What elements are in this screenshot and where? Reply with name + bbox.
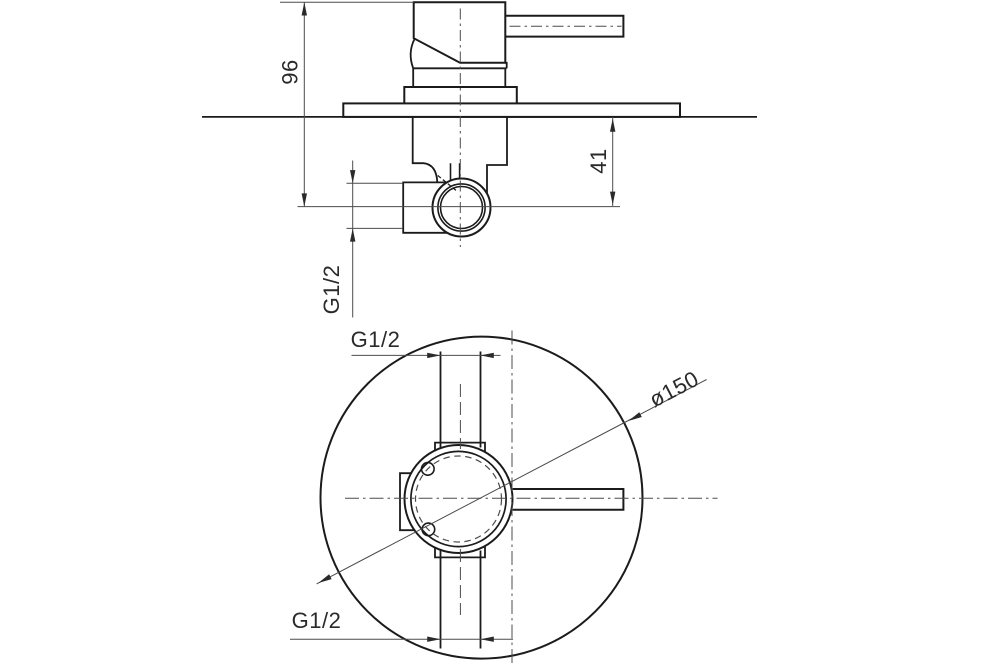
bolt-circle-dashed <box>416 456 502 542</box>
mixer-head-outline <box>414 2 506 63</box>
valve-ring-outer <box>405 445 513 553</box>
dim-g12-side-label: G1/2 <box>319 264 344 315</box>
dim-g12-top-arrow-left <box>427 353 440 358</box>
dim-150-label: ø150 <box>645 365 703 413</box>
dim-g12-top <box>351 327 501 358</box>
wall-plate-side <box>343 103 680 117</box>
dim-96-arrow-bottom <box>302 193 307 206</box>
side-view <box>202 2 757 236</box>
dim-41-arrow-top <box>610 119 615 132</box>
dim-150-arrow-upper <box>629 412 642 421</box>
outlet-circle-inner <box>441 187 483 229</box>
dim-96-label: 96 <box>277 59 303 85</box>
dim-g12-side-arrow-bottom <box>350 228 355 241</box>
dim-41-label: 41 <box>586 148 611 174</box>
pipe-bottom <box>441 551 481 649</box>
inwall-box-left <box>413 117 438 182</box>
dim-g12-bottom-arrow-left <box>427 637 440 642</box>
valve-ring-inner <box>411 451 506 546</box>
side-view-centerlines <box>298 9 622 248</box>
dim-96 <box>278 2 414 206</box>
dim-g12-top-arrow-right <box>481 353 494 358</box>
inwall-box-right <box>487 117 507 194</box>
mixer-head-elbow-arc <box>411 39 415 68</box>
dim-96-arrow-top <box>302 2 307 15</box>
outlet-circle-mid <box>438 184 485 231</box>
dim-g12-side <box>319 161 403 318</box>
mixer-neck <box>413 68 505 87</box>
dim-g12-top-label: G1/2 <box>350 327 401 352</box>
dim-41-arrow-bottom <box>610 192 615 205</box>
pipe-top <box>441 352 481 448</box>
dim-g12-bottom-arrow-right <box>481 637 494 642</box>
dim-150-arrow-lower <box>318 574 331 583</box>
dim-g12-bottom-label: G1/2 <box>291 608 342 633</box>
dim-41 <box>586 117 615 206</box>
dim-g12-side-arrow-top <box>350 170 355 183</box>
lever-handle-front <box>513 489 624 510</box>
